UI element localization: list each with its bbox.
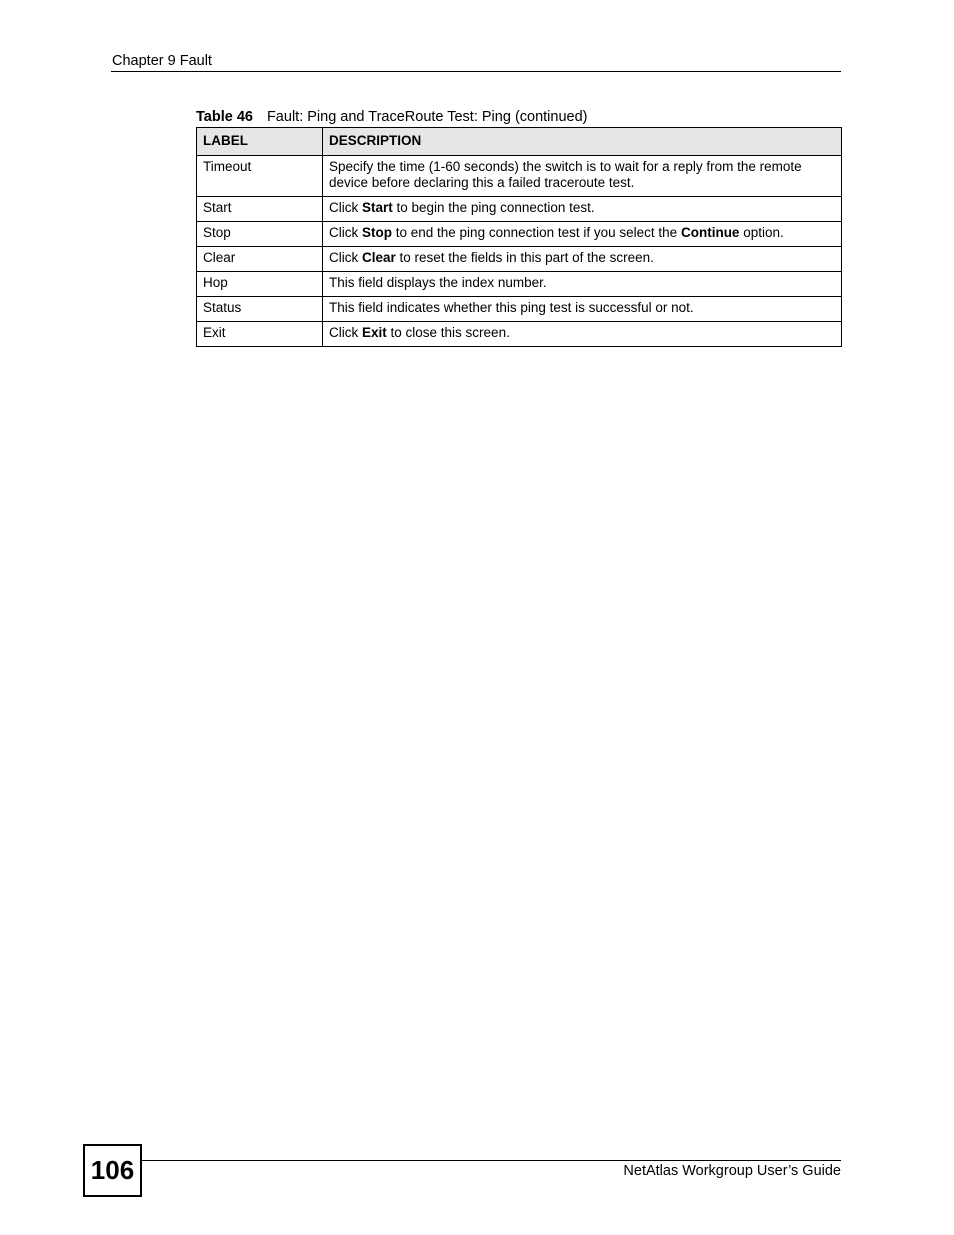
row-label: Clear [197,247,323,272]
row-description: This field indicates whether this ping test is successful or not. [323,297,842,322]
column-header-label: LABEL [197,128,323,156]
desc-text: option. [739,225,784,240]
desc-text: Click [329,200,362,215]
table-row [197,197,842,222]
row-description [323,247,842,272]
desc-text: Click [329,325,362,340]
table-number: Table 46 [196,109,253,125]
chapter-title: Chapter 9 Fault [112,53,212,69]
row-description [323,222,842,247]
header-divider [111,71,841,72]
row-description: This field displays the index number. [323,272,842,297]
row-label: Stop [197,222,323,247]
row-description [323,322,842,347]
description-table [196,127,842,347]
desc-text: to reset the fields in this part of the screen. [395,250,654,265]
desc-text: to begin the ping connection test. [392,200,595,215]
desc-text: Click [329,250,362,265]
footer-divider [141,1160,841,1161]
desc-text: to end the ping connection test if you select the [392,225,681,240]
desc-emphasis: Start [362,200,393,215]
table-caption [196,108,587,126]
desc-emphasis: Clear [362,250,396,265]
table-row [197,156,842,197]
desc-text: Click [329,225,362,240]
column-header-description: DESCRIPTION [323,128,842,156]
table-title: Fault: Ping and TraceRoute Test: Ping (continued) [266,109,588,125]
row-label: Timeout [197,156,323,197]
desc-emphasis: Exit [362,325,387,340]
guide-title: NetAtlas Workgroup User’s Guide [623,1163,841,1179]
table-row [197,222,842,247]
row-description: Specify the time (1-60 seconds) the switch is to wait for a reply from the remote device before declaring this a failed traceroute test. [323,156,842,197]
row-label: Exit [197,322,323,347]
desc-emphasis: Continue [680,225,740,240]
page-number: 106 [83,1144,142,1197]
table-header-row [197,128,842,156]
table-row [197,322,842,347]
desc-text: to close this screen. [386,325,510,340]
table-row [197,272,842,297]
row-label: Start [197,197,323,222]
row-label: Status [197,297,323,322]
desc-emphasis: Stop [362,225,392,240]
row-label: Hop [197,272,323,297]
row-description [323,197,842,222]
table-row [197,247,842,272]
table-row [197,297,842,322]
